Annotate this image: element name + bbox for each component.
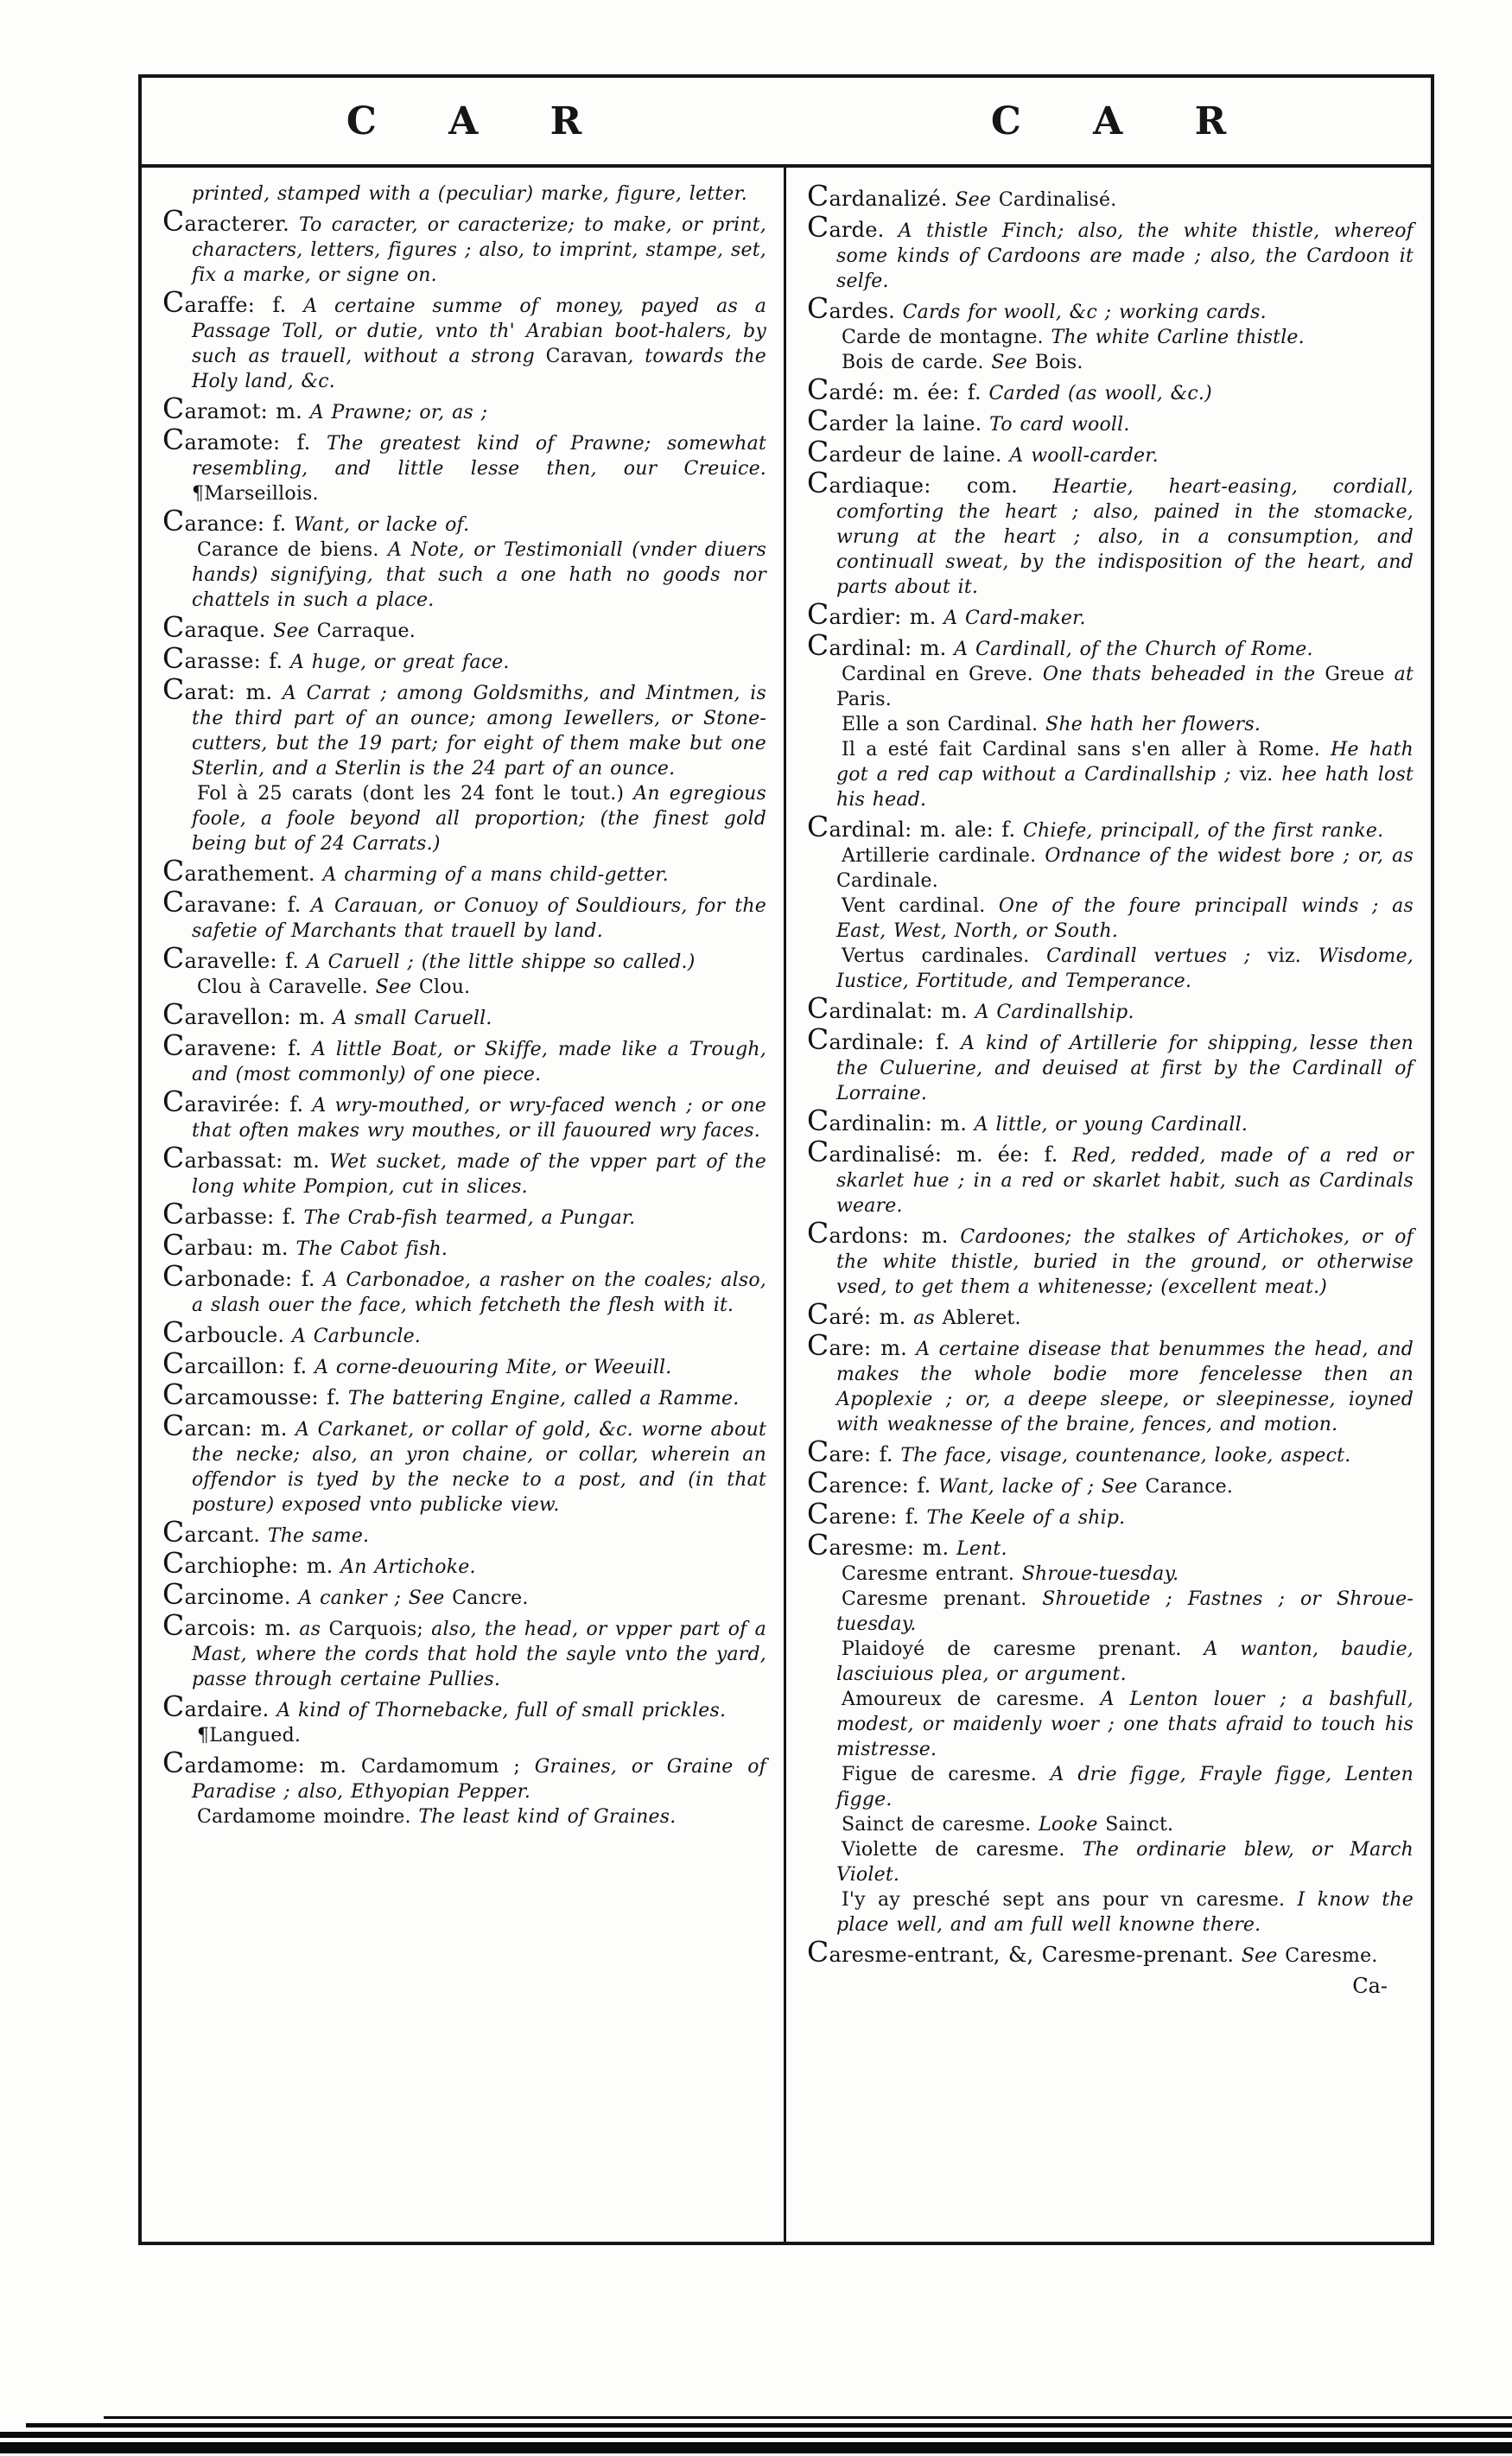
dictionary-entry [162, 997, 766, 1031]
gloss-italic: A wooll-carder. [1001, 445, 1159, 467]
gloss-italic: A corne-deuouring Mite, or Weeuill. [307, 1357, 672, 1378]
headword: Cardé: m. ée: f. [807, 372, 982, 406]
headword-initial: C [162, 423, 185, 456]
gloss-italic: Cards for wooll, &c ; working cards. [894, 302, 1267, 323]
gloss-italic: Carded (as wooll, &c.) [981, 383, 1212, 404]
headword: Caravane: f. [162, 885, 302, 919]
gloss-roman: Artillerie cardinale. [842, 845, 1037, 867]
dictionary-entry [807, 468, 1414, 600]
gloss-roman: Fol à 25 carats (dont les 24 font le tout.) [197, 783, 625, 805]
dictionary-entry [162, 1346, 766, 1380]
dictionary-entry [162, 1577, 766, 1611]
headword-initial: C [807, 291, 829, 325]
dictionary-entry [807, 350, 1414, 375]
dictionary-entry [807, 1468, 1414, 1499]
headword: Cardaire. [162, 1689, 270, 1723]
gloss-italic: Want, lacke of ; See [931, 1476, 1146, 1498]
gloss-italic: An egregious foole, a foole beyond all proportion; (the finest gold being but of 24 Carrats.) [192, 783, 766, 855]
dictionary-entry [162, 1515, 766, 1549]
dictionary-entry [807, 1328, 1414, 1437]
headword-initial: C [162, 504, 185, 538]
gloss-italic: A charming of a mans child-getter. [314, 864, 669, 886]
gloss-roman: Amoureux de caresme. [842, 1689, 1085, 1710]
gloss-italic: A Carbuncle. [284, 1326, 421, 1347]
headword: Cardons: m. [807, 1216, 949, 1250]
gloss-italic: Shrouetide ; Fastnes ; or Shroue-tuesday. [836, 1588, 1414, 1635]
gloss-italic: A Note, or Testimoniall (vnder diuers hands) signifying, that such a one hath no goods nor chattels in such a place. [192, 539, 767, 611]
headword-initial: C [162, 1515, 185, 1549]
gloss-italic: To caracter, or caracterize; to make, or print, characters, letters, figures ; also, to imprint, stampe, set, fix a marke, or signe on. [192, 214, 766, 286]
headword-initial: C [162, 1259, 185, 1293]
gloss-italic: as [905, 1308, 943, 1329]
gloss-italic: The face, visage, countenance, looke, aspect. [893, 1445, 1351, 1467]
dictionary-entry [162, 1689, 766, 1723]
headword: Carcant. [162, 1515, 261, 1549]
headword-initial: C [162, 885, 185, 919]
gloss-roman: Paris. [836, 689, 892, 710]
gloss-italic: A Caruell ; (the little shippe so called.) [299, 951, 696, 973]
gloss-roman: Clou. [419, 977, 471, 998]
dictionary-entry [162, 1259, 766, 1318]
headword: Carbonade: f. [162, 1259, 315, 1293]
text-columns [142, 168, 1431, 2242]
gloss-italic: The least kind of Graines. [410, 1806, 677, 1828]
dictionary-entry [162, 781, 766, 856]
headword-initial: C [162, 1689, 185, 1723]
headword: Care: f. [807, 1435, 893, 1468]
headword: Cardanalizé. [807, 179, 948, 213]
gloss-italic: Looke [1031, 1814, 1106, 1836]
gloss-italic: See [265, 620, 317, 642]
headword-initial: C [162, 672, 185, 706]
headword: Carbasse: f. [162, 1197, 296, 1231]
gloss-italic: , towards the Holy land, &c. [192, 346, 766, 392]
headword-initial: C [162, 1197, 185, 1231]
dictionary-entry [162, 1228, 766, 1262]
gloss-italic: A Carauan, or Conuoy of Souldiours, for the safetie of Marchants that trauell by land. [192, 895, 766, 942]
scan-artifact [0, 2442, 1512, 2453]
gloss-roman: Sainct. [1105, 1814, 1174, 1836]
dictionary-entry [807, 1937, 1414, 1969]
gloss-roman: Cardinale. [836, 870, 938, 892]
gloss-italic: A little Boat, or Skiffe, made like a Trough, and (most commonly) of one piece. [192, 1039, 766, 1085]
gloss-roman: Ableret. [942, 1308, 1021, 1329]
gloss-italic: The same. [260, 1525, 370, 1547]
gloss-italic: Cardinall vertues ; [1029, 945, 1268, 967]
gloss-italic: One thats beheaded in the [1032, 664, 1325, 685]
dictionary-entry [162, 610, 766, 644]
dictionary-entry [807, 1562, 1414, 1587]
headword: Caravene: f. [162, 1028, 302, 1062]
dictionary-entry [162, 425, 766, 506]
gloss-italic: A Carkanet, or collar of gold, &c. worne about the necke; also, an yron chaine, or collar, wherein an offendor is tyed by the necke to a post, and (in that posture) exposed vnto publicke view. [192, 1419, 766, 1516]
gloss-roman: Vertus cardinales. [842, 945, 1030, 967]
dictionary-entry [807, 1297, 1414, 1331]
dictionary-entry [162, 1380, 766, 1411]
dictionary-entry [162, 641, 766, 675]
gloss-italic: A kind of Artillerie for shipping, lesse then the Culuerine, and deuised at first by the Cardinall of Lorraine. [836, 1033, 1414, 1104]
gloss-italic: Wisdome, Iustice, Fortitude, and Temperance. [836, 945, 1414, 992]
gloss-roman: Cardamomum ; [346, 1756, 520, 1778]
headword-initial: C [162, 1409, 185, 1442]
headword-initial: C [162, 1378, 185, 1411]
headword-initial: C [807, 466, 829, 499]
gloss-roman: Cardinalisé. [998, 189, 1117, 211]
running-head-right: C A R [990, 99, 1256, 143]
headword-initial: C [807, 1022, 829, 1056]
headword-initial: C [807, 372, 829, 406]
gloss-italic: also, the head, or vpper part of a Mast, where the cords that hold the sayle vnto the yard, passe through certaine Pullies. [192, 1619, 767, 1690]
gloss-roman: Caravan [545, 346, 628, 367]
headword: Carasse: f. [162, 641, 283, 675]
gloss-roman: Carance. [1145, 1476, 1234, 1498]
running-head-left: C A R [346, 99, 612, 143]
gloss-italic: A Prawne; or, as ; [302, 402, 488, 423]
headword-initial: C [162, 1346, 185, 1380]
gloss-italic: Cardoones; the stalkes of Artichokes, or of the white thistle, buried in the ground, or otherwise vsed, to get them a whitenesse; (excellent meat.) [836, 1226, 1414, 1298]
dictionary-entry [162, 506, 766, 538]
gloss-italic: Ordnance of the widest bore ; or, as [1036, 845, 1414, 867]
gloss-italic: A kind of Thornebacke, full of small prickles. [269, 1700, 727, 1721]
gloss-italic: A Cardinall, of the Church of Rome. [946, 639, 1313, 660]
headword: Carance: f. [162, 504, 287, 538]
gloss-roman: Cardinal en Greve. [842, 664, 1033, 685]
gloss-italic: The Crab-fish tearmed, a Pungar. [295, 1207, 636, 1229]
gloss-italic: Red, redded, made of a red or skarlet hue ; in a red or skarlet habit, such as Cardinals weare. [836, 1145, 1414, 1217]
dictionary-entry [162, 1723, 766, 1748]
headword: Cardinal: m. ale: f. [807, 810, 1016, 843]
dictionary-entry [807, 597, 1414, 631]
headword: Caraffe: f. [162, 285, 287, 319]
headword-initial: C [807, 1497, 829, 1530]
gloss-italic: A Carbonadoe, a rasher on the coales; also, a slash ouer the face, which fetcheth the flesh with it. [192, 1269, 766, 1316]
dictionary-entry [807, 944, 1414, 994]
gloss-italic: See [983, 352, 1035, 373]
page-frame [138, 74, 1434, 2245]
gloss-roman: ¶Marseillois. [192, 483, 319, 505]
gloss-italic: Heartie, heart-easing, cordiall, comforting the heart ; also, pained in the stomacke, wrung at the heart ; also, in a consumption, and continuall sweat, by the indisposition of the heart, and parts about it. [836, 476, 1414, 598]
headword: Carbassat: m. [162, 1141, 321, 1174]
dictionary-entry [807, 712, 1414, 737]
gloss-italic: One of the foure principall winds ; as East, West, North, or South. [836, 895, 1414, 942]
gloss-italic: See [947, 189, 999, 211]
gloss-italic: See [1234, 1945, 1286, 1967]
dictionary-entry [162, 285, 767, 394]
headword: Carcaillon: f. [162, 1346, 308, 1380]
gloss-italic: A Lenton louer ; a bashfull, modest, or maidenly woer ; one thats afraid to touch his mistresse. [836, 1689, 1414, 1760]
gloss-roman: viz. [1267, 945, 1301, 967]
dictionary-entry [162, 1608, 767, 1692]
headword: Carathement. [162, 854, 315, 888]
headword-initial: C [807, 404, 829, 437]
headword-initial: C [807, 1528, 829, 1562]
gloss-roman: Carde de montagne. [842, 327, 1044, 348]
gloss-italic: at [1384, 664, 1414, 685]
dictionary-entry [162, 975, 766, 1000]
gloss-italic: Lent. [949, 1538, 1007, 1560]
dictionary-entry [807, 1137, 1414, 1218]
dictionary-entry [162, 181, 766, 207]
dictionary-entry [807, 1499, 1414, 1530]
gloss-italic: She hath her flowers. [1038, 714, 1261, 735]
gloss-roman: I'y ay presché sept ans pour vn caresme. [842, 1889, 1286, 1911]
gloss-roman: Caresme entrant. [842, 1563, 1015, 1585]
dictionary-entry [162, 1087, 766, 1143]
headword-initial: C [162, 1746, 185, 1779]
headword: Cardier: m. [807, 597, 937, 631]
headword-initial: C [807, 435, 829, 468]
headword: Carat: m. [162, 672, 273, 706]
dictionary-entry [807, 291, 1414, 325]
dictionary-entry [807, 894, 1414, 944]
dictionary-entry [162, 1143, 766, 1199]
dictionary-entry [807, 210, 1414, 294]
dictionary-entry [162, 885, 766, 944]
dictionary-entry [807, 1887, 1414, 1937]
gloss-italic: as [291, 1619, 329, 1640]
scan-artifact [26, 2423, 1512, 2427]
headword: Caresme-entrant, &, Caresme-prenant. [807, 1935, 1235, 1969]
gloss-roman: ¶Langued. [197, 1725, 302, 1747]
gloss-roman: Vent cardinal. [842, 895, 986, 917]
column-left [142, 168, 786, 2242]
headword-initial: C [162, 854, 185, 888]
dictionary-entry [162, 941, 766, 975]
headword-initial: C [807, 628, 829, 662]
dictionary-entry [162, 1315, 766, 1349]
headword-initial: C [162, 1085, 185, 1118]
headword: Cardinale: f. [807, 1022, 950, 1056]
dictionary-entry [807, 1637, 1414, 1687]
headword: Carcamousse: f. [162, 1378, 341, 1411]
gloss-italic: The Cabot fish. [288, 1238, 448, 1260]
gloss-italic: The ordinarie blew, or March Violet. [836, 1839, 1414, 1886]
dictionary-entry [807, 1218, 1414, 1300]
dictionary-entry [807, 737, 1414, 812]
headword: Care: m. [807, 1328, 908, 1362]
gloss-italic: The greatest kind of Prawne; somewhat resembling, and little lesse then, our Creuice. [192, 433, 766, 480]
gloss-italic: A little, or young Cardinall. [967, 1114, 1248, 1136]
dictionary-entry [807, 437, 1414, 468]
gloss-roman: Carance de biens. [197, 539, 379, 561]
headword-initial: C [162, 1577, 185, 1611]
headword-initial: C [807, 179, 829, 213]
headword: Caramot: m. [162, 391, 302, 425]
gloss-roman: Il a esté fait Cardinal sans s'en aller à Rome. [842, 739, 1320, 760]
headword-initial: C [162, 1315, 185, 1349]
dictionary-entry [807, 1587, 1414, 1637]
gloss-roman: Carquois; [328, 1619, 423, 1640]
gloss-roman: Violette de caresme. [842, 1839, 1065, 1861]
dictionary-entry [162, 1804, 766, 1829]
headword-initial: C [807, 597, 829, 631]
headword-initial: C [162, 285, 185, 319]
headword: Cardes. [807, 291, 895, 325]
headword: Carder la laine. [807, 404, 982, 437]
headword: Carcan: m. [162, 1409, 288, 1442]
dictionary-entry [807, 843, 1414, 894]
gloss-italic: A canker ; See [290, 1587, 453, 1609]
headword: Carene: f. [807, 1497, 919, 1530]
dictionary-entry [162, 1028, 766, 1087]
dictionary-entry [807, 1437, 1414, 1468]
headword: Cardinalisé: m. ée: f. [807, 1135, 1058, 1168]
dictionary-entry [807, 372, 1414, 406]
headword: Carcois: m. [162, 1608, 292, 1642]
headword-initial: C [162, 1028, 185, 1062]
gloss-italic: A drie figge, Frayle figge, Lenten figge. [836, 1764, 1414, 1810]
gloss-italic: The Keele of a ship. [918, 1507, 1126, 1529]
headword: Carde. [807, 210, 885, 244]
headword: Caracterer. [162, 204, 289, 238]
gloss-italic: An Artichoke. [333, 1556, 476, 1578]
dictionary-entry [162, 391, 766, 425]
gloss-roman: Elle a son Cardinal. [842, 714, 1039, 735]
dictionary-entry [162, 204, 766, 288]
gloss-italic: See [367, 977, 420, 998]
headword-initial: C [162, 1141, 185, 1174]
gloss-italic: The white Carline thistle. [1043, 327, 1305, 348]
headword: Caramote: f. [162, 423, 311, 456]
gloss-italic: Wet sucket, made of the vpper part of the long white Pompion, cut in slices. [192, 1151, 766, 1198]
dictionary-entry [807, 662, 1414, 712]
headword: Carbau: m. [162, 1228, 289, 1262]
scan-artifact [0, 2432, 1512, 2438]
catchword: Ca- [1352, 1974, 1388, 1998]
gloss-italic: To card wooll. [982, 414, 1130, 436]
gloss-italic: A wry-mouthed, or wry-faced wench ; or one that often makes wry mouthes, or ill fauoured wry faces. [192, 1095, 766, 1142]
dictionary-entry [807, 1687, 1414, 1762]
dictionary-entry [162, 1199, 766, 1231]
headword-initial: C [162, 997, 185, 1031]
headword: Carchiophe: m. [162, 1546, 334, 1580]
gloss-italic: A certaine disease that benummes the head, and makes the whole bodie more fencelesse then an Apoplexie ; or, a deepe sleepe, or sleepinesse, ioyned with weaknesse of the braine, fences, and motion. [836, 1339, 1414, 1435]
dictionary-entry [807, 325, 1414, 350]
gloss-italic: A huge, or great face. [283, 652, 510, 673]
running-head-band [142, 78, 1431, 168]
column-right [786, 168, 1431, 2242]
gloss-italic: A Card-maker. [936, 608, 1086, 629]
dictionary-entry [162, 672, 767, 781]
dictionary-entry [807, 991, 1414, 1025]
gloss-italic: Want, or lacke of. [286, 514, 470, 536]
dictionary-entry [807, 1812, 1414, 1837]
headword: Caré: m. [807, 1297, 906, 1331]
headword-initial: C [807, 1216, 829, 1250]
headword: Cardinalin: m. [807, 1104, 968, 1137]
gloss-italic: Graines, or Graine of Paradise ; also, Ethyopian Pepper. [192, 1756, 766, 1803]
headword-initial: C [807, 991, 829, 1025]
gloss-italic: I know the place well, and am full well knowne there. [836, 1889, 1414, 1936]
headword: Caravirée: f. [162, 1085, 304, 1118]
gloss-italic: printed, stamped with a (peculiar) marke, figure, letter. [192, 183, 747, 205]
headword-initial: C [807, 1466, 829, 1499]
headword-initial: C [162, 941, 185, 975]
headword-initial: C [162, 1228, 185, 1262]
headword: Caresme: m. [807, 1528, 950, 1562]
dictionary-entry [162, 1546, 766, 1580]
gloss-italic: A Carrat ; among Goldsmiths, and Mintmen, is the third part of an ounce; among Iewellers, or Stone-cutters, but the 19 part; for eight of them make but one Sterlin, and a Sterlin is the 24 part of an ounce. [192, 683, 767, 779]
gloss-italic: hee hath lost his head. [836, 764, 1414, 811]
gloss-italic: Chiefe, principall, of the first ranke. [1015, 820, 1384, 842]
headword-initial: C [162, 1546, 185, 1580]
gloss-italic: He hath got a red cap without a Cardinallship ; [836, 739, 1414, 786]
headword: Cardinalat: m. [807, 991, 968, 1025]
headword: Cardamome: m. [162, 1746, 347, 1779]
headword-initial: C [162, 610, 185, 644]
gloss-italic: A small Caruell. [325, 1008, 492, 1029]
dictionary-entry [807, 1837, 1414, 1887]
scan-artifact [104, 2416, 1512, 2419]
gloss-italic: A thistle Finch; also, the white thistle, whereof some kinds of Cardoons are made ; also, the Cardoon it selfe. [836, 220, 1414, 292]
headword: Caraque. [162, 610, 266, 644]
headword-initial: C [807, 1135, 829, 1168]
dictionary-entry [162, 538, 766, 613]
gloss-roman: Sainct de caresme. [842, 1814, 1032, 1836]
headword: Cardinal: m. [807, 628, 947, 662]
dictionary-entry [807, 1762, 1414, 1812]
headword-initial: C [162, 641, 185, 675]
gloss-roman: Cardamome moindre. [197, 1806, 411, 1828]
headword: Caravelle: f. [162, 941, 300, 975]
dictionary-entry [807, 406, 1414, 437]
gloss-roman: Clou à Caravelle. [197, 977, 368, 998]
gloss-italic: The battering Engine, called a Ramme. [340, 1388, 740, 1409]
headword: Carboucle. [162, 1315, 285, 1349]
headword-initial: C [807, 810, 829, 843]
headword: Caravellon: m. [162, 997, 326, 1031]
gloss-roman: Carraque. [316, 620, 416, 642]
gloss-italic: A Cardinallship. [967, 1002, 1134, 1023]
gloss-roman: Cancre. [452, 1587, 529, 1609]
dictionary-entry [807, 1530, 1414, 1562]
dictionary-entry [162, 1748, 766, 1804]
dictionary-entry [162, 856, 766, 888]
headword-initial: C [162, 1608, 185, 1642]
headword: Carence: f. [807, 1466, 931, 1499]
gloss-roman: Bois de carde. [842, 352, 984, 373]
headword: Cardeur de laine. [807, 435, 1002, 468]
headword-initial: C [162, 391, 185, 425]
headword: Carcinome. [162, 1577, 291, 1611]
dictionary-entry [807, 181, 1414, 213]
headword-initial: C [807, 1435, 829, 1468]
dictionary-entry [162, 1411, 766, 1518]
gloss-roman: Greue [1325, 664, 1385, 685]
headword: Cardiaque: com. [807, 466, 1018, 499]
headword-initial: C [807, 1104, 829, 1137]
dictionary-entry [807, 812, 1414, 843]
gloss-roman: Plaidoyé de caresme prenant. [842, 1638, 1182, 1660]
headword-initial: C [162, 204, 185, 238]
headword-initial: C [807, 1297, 829, 1331]
headword-initial: C [807, 210, 829, 244]
gloss-roman: Caresme. [1285, 1945, 1378, 1967]
gloss-roman: viz. [1239, 764, 1274, 786]
headword-initial: C [807, 1328, 829, 1362]
gloss-roman: Figue de caresme. [842, 1764, 1038, 1785]
dictionary-entry [807, 1022, 1414, 1106]
gloss-italic: A wanton, baudie, lasciuious plea, or argument. [836, 1638, 1414, 1685]
dictionary-entry [807, 628, 1414, 662]
gloss-roman: Bois. [1034, 352, 1083, 373]
dictionary-entry [807, 1106, 1414, 1137]
gloss-italic: Shroue-tuesday. [1014, 1563, 1179, 1585]
gloss-italic: A certaine summe of money, payed as a Passage Toll, or dutie, vnto th' Arabian boot-halers, by such as trauell, without a strong [192, 296, 767, 367]
headword-initial: C [807, 1935, 829, 1969]
gloss-roman: Caresme prenant. [842, 1588, 1027, 1610]
